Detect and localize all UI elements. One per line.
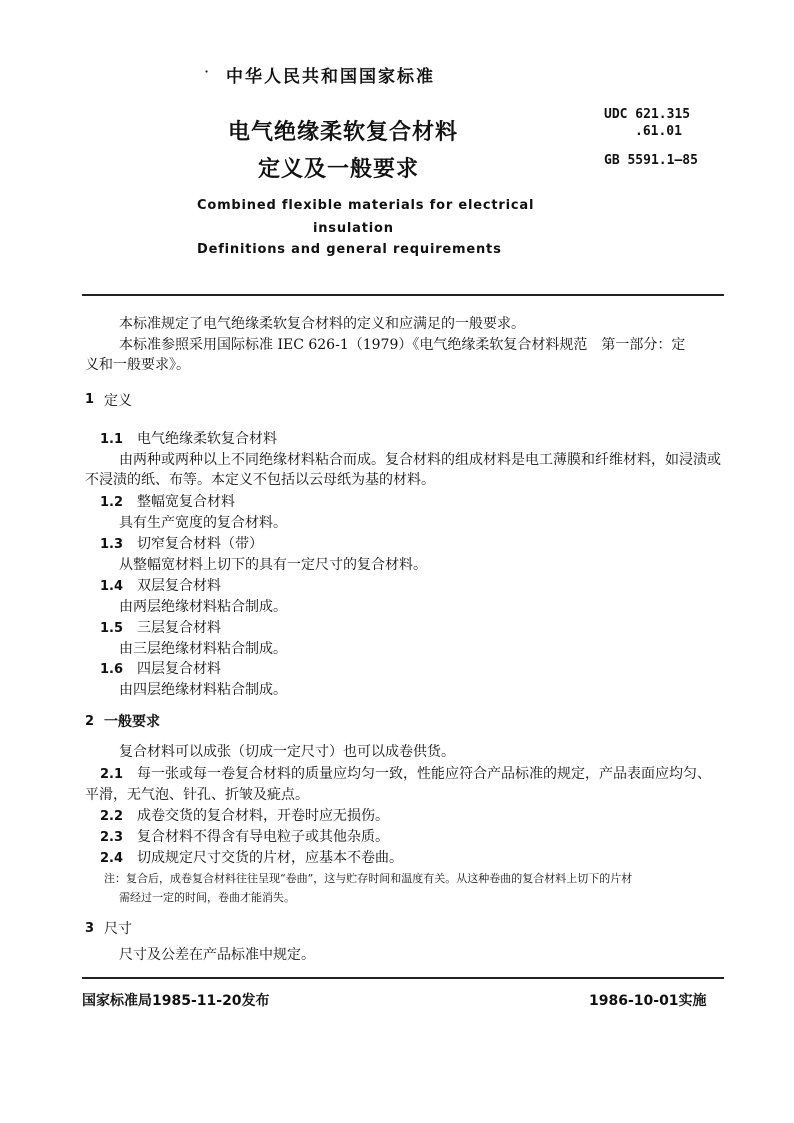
item-1-5-line-1: 由三层绝缘材料粘合制成。 (119, 641, 287, 657)
effective-date: 1986-10-01实施 (589, 993, 707, 1009)
section-3-text: 尺寸及公差在产品标准中规定。 (119, 947, 315, 963)
item-2-4-text: 切成规定尺寸交货的片材，应基本不卷曲。 (137, 850, 403, 866)
item-1-4-line-1: 由两层绝缘材料粘合制成。 (119, 599, 287, 615)
intro-paragraph-2b: 义和一般要求》。 (85, 357, 190, 373)
item-1-6-number: 1.6 (100, 662, 124, 677)
item-1-5-term: 三层复合材料 (137, 620, 221, 636)
gb-code: GB 5591.1—85 (604, 153, 698, 168)
item-2-2-number: 2.2 (100, 809, 124, 824)
item-2-1-text: 每一张或每一卷复合材料的质量应均匀一致，性能应符合产品标准的规定，产品表面应均匀、 (137, 766, 711, 782)
section-1-title: 定义 (104, 393, 132, 409)
item-1-1-line-1: 由两种或两种以上不同绝缘材料粘合而成。复合材料的组成材料是电工薄膜和纤维材料，如浸渍或 (119, 452, 721, 468)
section-1-number: 1 (85, 392, 95, 407)
item-1-3-term: 切窄复合材料（带） (137, 536, 263, 552)
intro-paragraph-2a: 本标准参照采用国际标准 IEC 626-1（1979）《电气绝缘柔软复合材料规范 第一部分：定 (119, 337, 686, 353)
item-1-3-number: 1.3 (100, 537, 124, 552)
intro-paragraph-1: 本标准规定了电气绝缘柔软复合材料的定义和应满足的一般要求。 (119, 316, 525, 332)
udc-code-line-2: .61.01 (635, 124, 682, 139)
item-1-6-line-1: 由四层绝缘材料粘合制成。 (119, 682, 287, 698)
section-3-number: 3 (85, 921, 95, 936)
section-2-number: 2 (85, 714, 95, 729)
item-1-2-number: 1.2 (100, 495, 124, 510)
item-2-1-number: 2.1 (100, 767, 124, 782)
item-1-4-number: 1.4 (100, 579, 124, 594)
item-1-2-term: 整幅宽复合材料 (137, 494, 235, 510)
udc-code-line-1: UDC 621.315 (604, 107, 691, 122)
item-2-4-number: 2.4 (100, 851, 124, 866)
item-1-1-line-2: 不浸渍的纸、布等。本定义不包括以云母纸为基的材料。 (85, 472, 435, 488)
item-1-6-term: 四层复合材料 (137, 661, 221, 677)
item-1-1-number: 1.1 (100, 432, 124, 447)
header-dot: · (204, 62, 210, 81)
item-1-4-term: 双层复合材料 (137, 578, 221, 594)
section-3-title: 尺寸 (104, 921, 132, 937)
title-cn-line-2: 定义及一般要求 (258, 157, 420, 182)
item-2-3-number: 2.3 (100, 830, 124, 845)
item-2-2-text: 成卷交货的复合材料，开卷时应无损伤。 (137, 808, 389, 824)
item-1-3-line-1: 从整幅宽材料上切下的具有一定尺寸的复合材料。 (119, 557, 427, 573)
note-line-1: 注：复合后，成卷复合材料往往呈现“卷曲”，这与贮存时间和温度有关。从这种卷曲的复合材料上切下的片材 (104, 872, 633, 885)
section-2-intro: 复合材料可以成张（切成一定尺寸）也可以成卷供货。 (119, 744, 455, 760)
item-1-2-line-1: 具有生产宽度的复合材料。 (119, 515, 287, 531)
item-2-3-text: 复合材料不得含有导电粒子或其他杂质。 (137, 829, 389, 845)
item-1-5-number: 1.5 (100, 621, 124, 636)
title-en-line-1: Combined flexible materials for electrical (197, 198, 535, 213)
note-line-2: 需经过一定的时间，卷曲才能消失。 (119, 891, 295, 904)
title-en-line-3: Definitions and general requirements (197, 242, 502, 257)
item-2-1-continuation: 平滑，无气泡、针孔、折皱及疵点。 (85, 787, 309, 803)
top-divider (82, 294, 724, 296)
standard-country-heading: 中华人民共和国国家标准 (226, 67, 435, 87)
section-2-title: 一般要求 (104, 714, 160, 730)
bottom-divider (82, 977, 724, 979)
title-en-line-2: insulation (313, 221, 394, 236)
issue-date: 国家标准局1985-11-20发布 (82, 993, 270, 1009)
title-cn-line-1: 电气绝缘柔软复合材料 (228, 120, 459, 145)
item-1-1-term: 电气绝缘柔软复合材料 (137, 431, 277, 447)
